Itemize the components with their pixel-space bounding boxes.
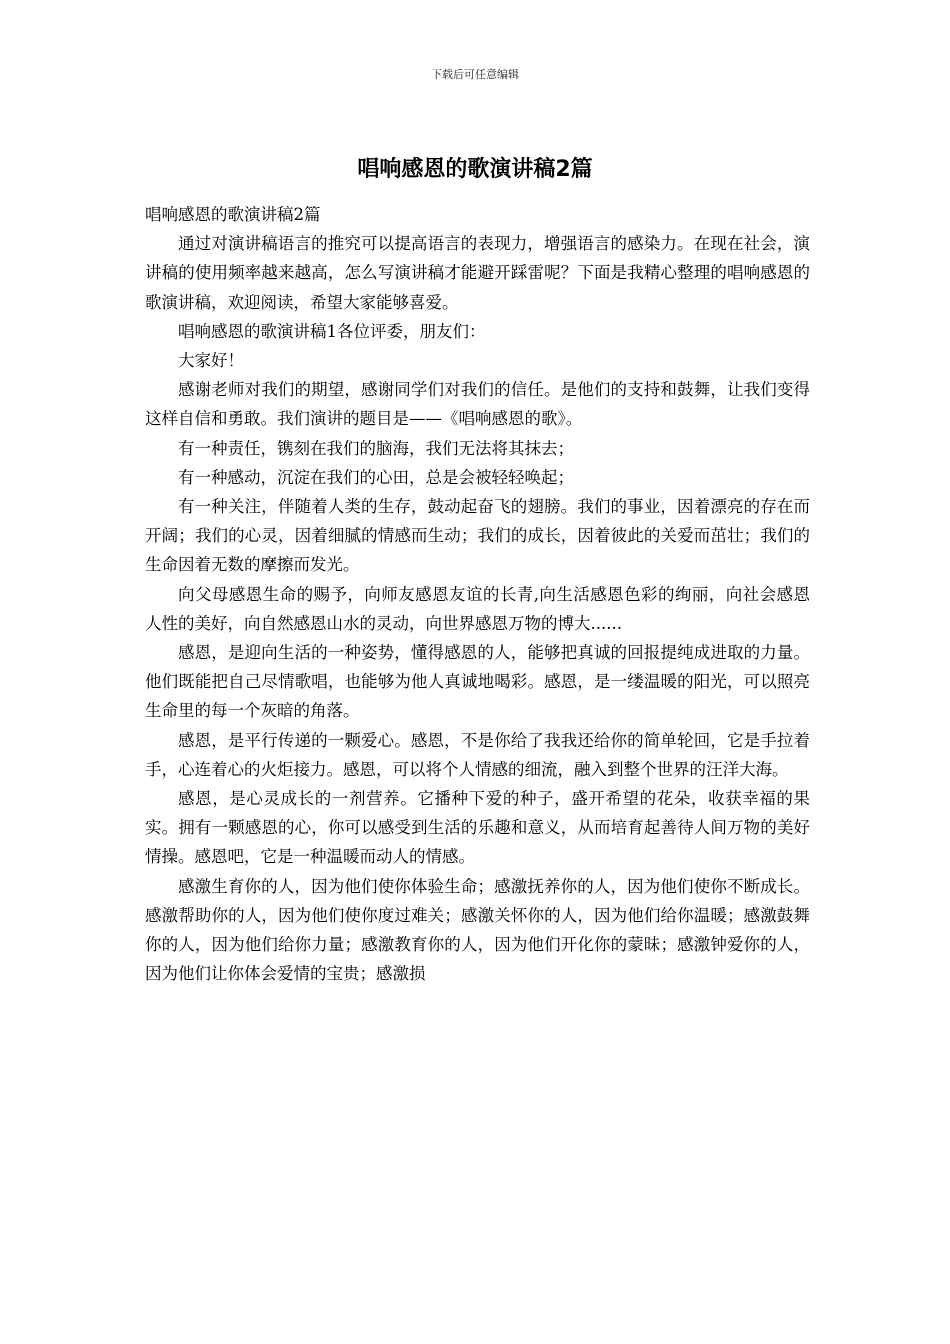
document-body bbox=[145, 200, 810, 988]
paragraph: 大家好！ bbox=[178, 351, 244, 371]
paragraph: 向父母感恩生命的赐予，向师友感恩友谊的长青,向生活感恩色彩的绚丽，向社会感恩人性的美好，向自然感恩山水的灵动，向世界感恩万物的博大...... bbox=[145, 584, 810, 633]
paragraph: 通过对演讲稿语言的推究可以提高语言的表现力，增强语言的感染力。在现在社会，演讲稿的使用频率越来越高，怎么写演讲稿才能避开踩雷呢？下面是我精心整理的唱响感恩的歌演讲稿，欢迎阅读，希望大家能够喜爱。 bbox=[145, 234, 810, 312]
paragraph: 有一种责任，镌刻在我们的脑海，我们无法将其抹去； bbox=[178, 438, 574, 458]
paragraph: 唱响感恩的歌演讲稿1各位评委，朋友们： bbox=[178, 321, 486, 341]
paragraph: 感谢老师对我们的期望，感谢同学们对我们的信任。是他们的支持和鼓舞，让我们变得这样自信和勇敢。我们演讲的题目是——《唱响感恩的歌》。 bbox=[145, 380, 810, 429]
paragraph: 感激生育你的人，因为他们使你体验生命；感激抚养你的人，因为他们使你不断成长。感激帮助你的人，因为他们使你度过难关；感激关怀你的人，因为他们给你温暖；感激鼓舞你的人，因为他们给你力量；感激教育你的人，因为他们开化你的蒙昧；感激钟爱你的人，因为他们让你体会爱情的宝贵；感激损 bbox=[145, 876, 810, 984]
paragraph: 感恩，是心灵成长的一剂营养。它播种下爱的种子，盛开希望的花朵，收获幸福的果实。拥有一颗感恩的心，你可以感受到生活的乐趣和意义，从而培育起善待人间万物的美好情操。感恩吧，它是一种温暖而动人的情感。 bbox=[145, 789, 810, 867]
document-title: 唱响感恩的歌演讲稿2篇 bbox=[357, 157, 593, 182]
paragraph-subtitle: 唱响感恩的歌演讲稿2篇 bbox=[145, 205, 321, 224]
paragraph: 感恩，是迎向生活的一种姿势，懂得感恩的人，能够把真诚的回报提纯成进取的力量。他们既能把自己尽情歌唱，也能够为他人真诚地喝彩。感恩，是一缕温暖的阳光，可以照亮生命里的每一个灰暗的角落。 bbox=[145, 643, 810, 721]
paragraph: 有一种感动，沉淀在我们的心田，总是会被轻轻唤起； bbox=[178, 467, 574, 487]
paragraph: 有一种关注，伴随着人类的生存，鼓动起奋飞的翅膀。我们的事业，因着漂亮的存在而开阔；我们的心灵，因着细腻的情感而生动；我们的成长，因着彼此的关爱而茁壮；我们的生命因着无数的摩擦而发光。 bbox=[145, 497, 810, 575]
paragraph: 感恩，是平行传递的一颗爱心。感恩，不是你给了我我还给你的简单轮回，它是手拉着手，心连着心的火炬接力。感恩，可以将个人情感的细流，融入到整个世界的汪洋大海。 bbox=[145, 730, 810, 779]
header-note: 下载后可任意编辑 bbox=[431, 68, 519, 81]
